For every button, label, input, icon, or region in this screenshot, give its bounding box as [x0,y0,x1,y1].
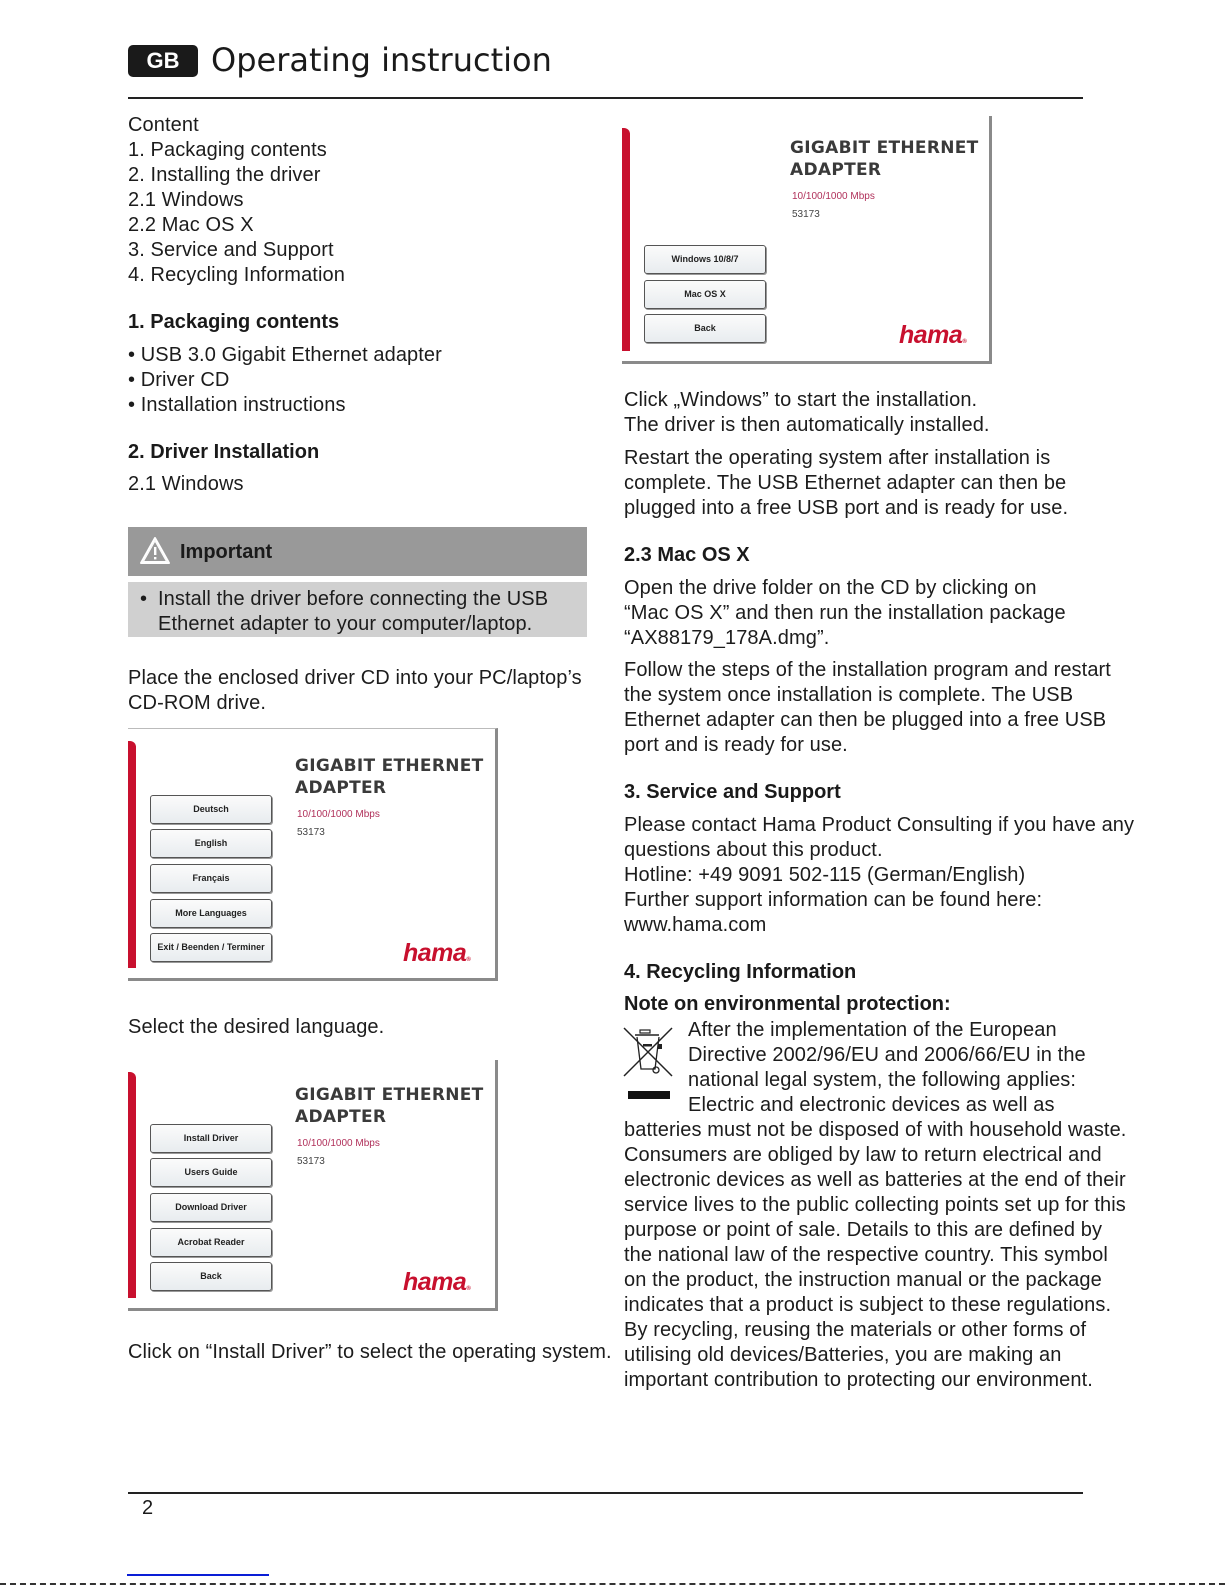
toc-item: 1. Packaging contents [128,139,327,161]
language-badge: GB [128,45,198,77]
section-heading-recycling: 4. Recycling Information [624,961,857,983]
toc-item: 4. Recycling Information [128,264,345,286]
deutsch-button[interactable]: Deutsch [150,795,272,824]
windows-steps-text: Click „Windows” to start the installation. The driver is then automatically installed. [624,389,990,436]
list-item: • Driver CD [128,369,230,391]
product-title: GIGABIT ETHERNET ADAPTER [295,1085,484,1127]
francais-button[interactable]: Français [150,864,272,893]
important-text: Install the driver before connecting the USB Ethernet adapter to your computer/laptop. [158,588,549,635]
hama-logo: hama® [403,1268,471,1296]
toc-item: 2.2 Mac OS X [128,214,254,236]
select-language-text: Select the desired language. [128,1016,385,1038]
website-link[interactable]: www.hama.com [624,914,767,936]
section-heading-driver-installation: 2. Driver Installation [128,441,320,463]
installer-screenshot-language [128,728,498,981]
mac-paragraph-1: Open the drive folder on the CD by clicking on “Mac OS X” and then run the installation package “AX88179_178A.dmg”. [624,577,1066,649]
mac-os-x-button[interactable]: Mac OS X [644,280,766,309]
toc-heading: Content [128,114,199,136]
subheading-windows: 2.1 Windows [128,473,244,495]
footer-divider [128,1492,1083,1494]
product-speed: 10/100/1000 Mbps [792,191,875,202]
hotline-number: Hotline: +49 9091 502-115 (German/English) [624,864,1026,886]
install-driver-button[interactable]: Install Driver [150,1124,272,1153]
page-number: 2 [142,1497,154,1519]
page-title: Operating instruction [211,41,552,79]
table-of-contents [128,113,345,288]
windows-button[interactable]: Windows 10/8/7 [644,245,766,274]
environment-note-heading: Note on environmental protection: [624,993,951,1015]
exit-button[interactable]: Exit / Beenden / Terminer [150,933,272,962]
acrobat-reader-button[interactable]: Acrobat Reader [150,1228,272,1257]
place-cd-text: Place the enclosed driver CD into your PC/laptop’s CD-ROM drive. [128,667,582,714]
product-title: GIGABIT ETHERNET ADAPTER [790,138,979,180]
hama-logo: hama® [403,939,471,967]
section-heading-service: 3. Service and Support [624,781,841,803]
important-title: Important [180,541,273,563]
list-item: • Installation instructions [128,394,346,416]
click-install-text: Click on “Install Driver” to select the operating system. [128,1341,612,1363]
accent-bar [622,128,630,351]
product-model: 53173 [297,1156,325,1167]
product-speed: 10/100/1000 Mbps [297,1138,380,1149]
section-heading-packaging: 1. Packaging contents [128,311,340,333]
list-item: • USB 3.0 Gigabit Ethernet adapter [128,344,442,366]
crossed-out-wheelie-bin-icon [622,1026,676,1102]
service-text: Please contact Hama Product Consulting if you have any questions about this product. Hotline: +49 9091 502-115 (German/English) Further support information can be found here: www.hama.com [624,814,1135,936]
back-button[interactable]: Back [644,314,766,343]
toc-item: 3. Service and Support [128,239,334,261]
download-driver-button[interactable]: Download Driver [150,1193,272,1222]
product-title: GIGABIT ETHERNET ADAPTER [295,756,484,798]
users-guide-button[interactable]: Users Guide [150,1158,272,1187]
english-button[interactable]: English [150,829,272,858]
accent-bar [128,741,136,968]
more-languages-button[interactable]: More Languages [150,899,272,928]
toc-item: 2.1 Windows [128,189,244,211]
warning-triangle-icon [139,536,171,565]
section-heading-mac: 2.3 Mac OS X [624,544,750,566]
windows-restart-text: Restart the operating system after installation is complete. The USB Ethernet adapter can then be plugged into a free USB port and is ready for use. [624,447,1069,519]
link-underline[interactable] [127,1574,269,1576]
product-model: 53173 [792,209,820,220]
header-divider [128,97,1083,99]
recycling-indented-text: After the implementation of the European Directive 2002/96/EU and 2006/66/EU in the national legal system, the following applies: Electric and electronic devices as well as [688,1019,1086,1116]
product-speed: 10/100/1000 Mbps [297,809,380,820]
installer-screenshot-os [622,116,992,364]
toc-item: 2. Installing the driver [128,164,321,186]
back-button[interactable]: Back [150,1262,272,1291]
mac-paragraph-2: Follow the steps of the installation program and restart the system once installation is complete. The USB Ethernet adapter can then be plugged into a free USB port and is ready for use. [624,659,1111,756]
recycling-body-text: batteries must not be disposed of with household waste. Consumers are obliged by law to return electrical and electronic devices as well as batteries at the end of their service lives to the public collecting points set up for this purpose or point of sale. Details to this are defined by the national law of the respective country. This symbol on the product, the instruction manual or the package indicates that a product is subject to these regulations. By recycling, reusing the materials or other forms of utilising old devices/Batteries, you are making an important contribution to protecting our environment. [624,1119,1127,1391]
important-bullet: • [140,588,148,610]
installer-screenshot-menu [128,1060,498,1311]
packaging-list [128,343,442,418]
hama-logo: hama® [899,321,967,349]
product-model: 53173 [297,827,325,838]
accent-bar [128,1072,136,1298]
